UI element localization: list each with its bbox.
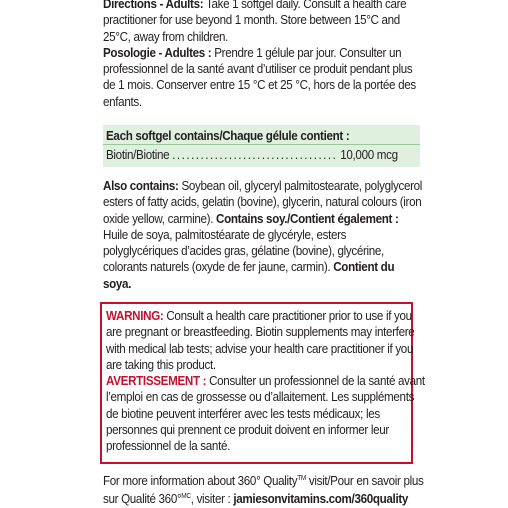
supplement-row	[106, 147, 422, 163]
directions-fr-text: Prendre 1 gélule par jour. Consulter un professionnel de la santé avant d’utiliser ce produit pendant plus de 1 mois. Conserver entre 15 °C et 25 °C, hors de la portée des enfants.	[103, 45, 416, 109]
footer-url: jamiesonvitamins.com/360quality	[233, 492, 409, 507]
directions-en-text: Take 1 softgel daily. Consult a health care practitioner for use beyond 1 month. Store between 15°C and 25°C, away from children.	[103, 0, 407, 44]
warning-en-label: WARNING:	[106, 309, 164, 323]
footer-text-b: visit/Pour en savoir plus sur Qualité 360°	[103, 474, 424, 507]
warning-fr-text: Consulter un professionnel de la santé avant l’emploi en cas de grossesse ou d’allaitement. Les suppléments de biotine peuvent interférer avec les tests médicaux; les personnes qui prennent ce produit doivent en informer leur professionnel de la santé.	[106, 374, 425, 454]
supplement-amount: 10,000 mcg	[340, 148, 398, 162]
ingredients-fr-label: /Contient également :	[287, 211, 399, 226]
directions-en-label: Directions - Adults:	[103, 0, 204, 11]
supplement-facts-box	[103, 125, 420, 167]
supplement-ingredient: Biotin/Biotine	[106, 148, 170, 162]
ingredients-fr-allergen: Contient du soya.	[103, 260, 395, 291]
ingredients-en-label: Also contains:	[103, 179, 179, 193]
directions-section	[103, 0, 423, 110]
warning-text	[106, 308, 426, 455]
directions-text	[103, 0, 423, 110]
ingredients-en-allergen: Contains soy.	[213, 211, 288, 226]
supplement-dots: ...................................	[172, 148, 338, 162]
warning-en-text: Consult a health care practitioner prior to use if you are pregnant or breastfeeding. Biotin supplements may interfere with medical lab tests; advise your health care practitioner if you are taking this product.	[106, 309, 415, 372]
footer-mc: MC	[181, 493, 191, 501]
ingredients-section	[103, 178, 423, 292]
ingredients-fr-text: Huile de soya, palmitostéarate de glycéryle, esters polyglycériques d’acides gras, gélatine (bovine), glycérine, colorants naturels (oxyde de fer jaune, carmin).	[103, 227, 384, 275]
directions-fr-label: Posologie - Adultes :	[103, 45, 212, 60]
footer-text	[103, 471, 429, 508]
warning-box	[100, 302, 425, 464]
ingredients-text	[103, 178, 423, 292]
supplement-header: Each softgel contains/Chaque gélule contient :	[106, 129, 350, 143]
ingredients-en-text: Soybean oil, glyceryl palmitostearate, polyglycerol esters of fatty acids, gelatin (bovine), glycerin, natural colours (iron oxide yellow, carmine).	[103, 179, 423, 226]
footer-text-a: For more information about 360° Quality	[103, 474, 298, 489]
supplement-divider	[103, 144, 420, 145]
footer-tm: TM	[297, 475, 306, 482]
footer-section	[103, 471, 423, 508]
footer-text-c: , visiter :	[190, 492, 234, 507]
warning-fr-label: AVERTISSEMENT :	[106, 374, 207, 389]
